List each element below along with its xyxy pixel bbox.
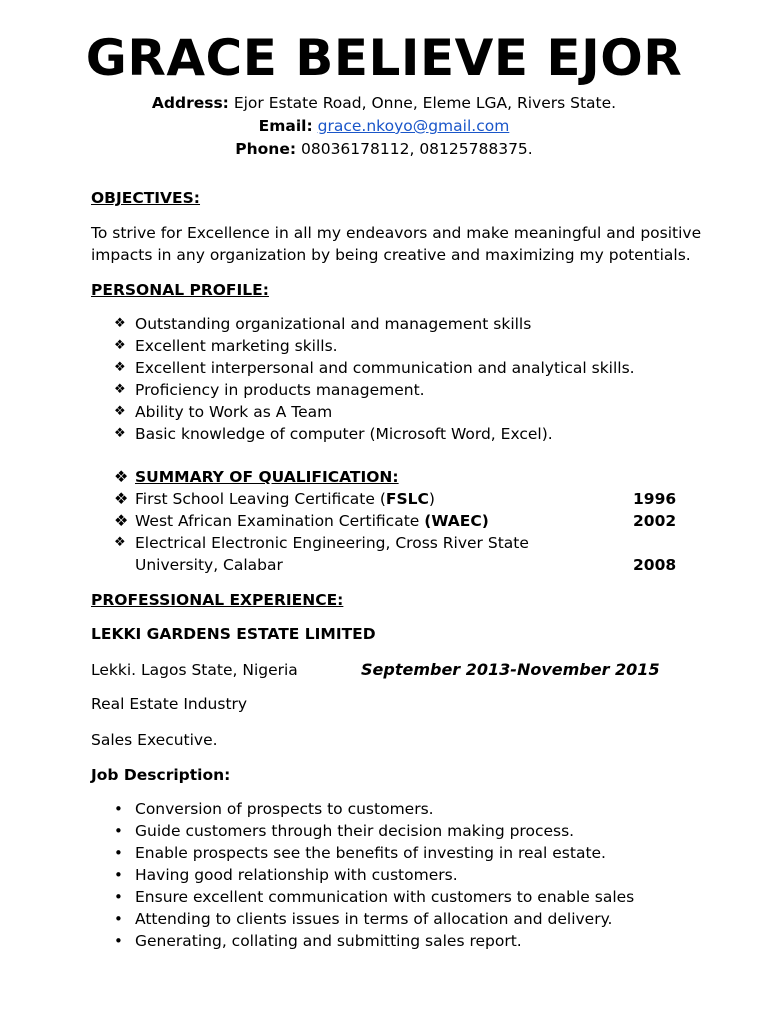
- list-item: [114, 335, 635, 357]
- list-item: [114, 886, 634, 908]
- list-item-text: Ensure excellent communication with customers to enable sales: [135, 888, 635, 906]
- bullet-dot-icon: •: [114, 866, 123, 884]
- qualification-text: First School Leaving Certificate (FSLC): [135, 490, 435, 508]
- list-item: [114, 488, 529, 510]
- diamond-bullet-icon: ❖: [114, 338, 126, 353]
- qualification-year: 2008: [633, 556, 677, 574]
- qualification-text: University, Calabar: [135, 556, 283, 574]
- qualification-text: West African Examination Certificate (WAEC): [135, 512, 489, 530]
- email-label: Email:: [258, 117, 313, 135]
- bullet-dot-icon: •: [114, 844, 123, 862]
- bullet-dot-icon: •: [114, 822, 123, 840]
- list-item: [114, 908, 634, 930]
- list-item-continuation: [114, 554, 529, 576]
- list-item: [114, 423, 635, 445]
- experience-heading: PROFESSIONAL EXPERIENCE:: [91, 591, 344, 609]
- qualification-year: 1996: [633, 490, 677, 508]
- list-item-text: Guide customers through their decision making process.: [135, 822, 575, 840]
- diamond-bullet-icon: ❖: [114, 316, 126, 331]
- list-item: [114, 864, 634, 886]
- diamond-bullet-icon: ❖: [114, 360, 126, 375]
- list-item: [114, 510, 529, 532]
- address-label: Address:: [151, 94, 229, 112]
- qualification-year: 2002: [633, 512, 677, 530]
- list-item-text: Generating, collating and submitting sales report.: [135, 932, 522, 950]
- email-line: [0, 115, 768, 137]
- bullet-dot-icon: •: [114, 888, 123, 906]
- diamond-bullet-icon: ❖: [114, 467, 129, 486]
- diamond-bullet-icon: ❖: [114, 489, 129, 508]
- diamond-bullet-icon: ❖: [114, 426, 126, 441]
- list-item-text: Having good relationship with customers.: [135, 866, 458, 884]
- list-item-text: Ability to Work as A Team: [135, 403, 333, 421]
- company-name: LEKKI GARDENS ESTATE LIMITED: [91, 625, 376, 643]
- job-location: Lekki. Lagos State, Nigeria: [91, 661, 298, 679]
- personal-profile-heading: PERSONAL PROFILE:: [91, 281, 269, 299]
- email-link[interactable]: grace.nkoyo@gmail.com: [317, 117, 510, 135]
- diamond-bullet-icon: ❖: [114, 404, 126, 419]
- list-item: [114, 313, 635, 335]
- list-item-text: Proficiency in products management.: [135, 381, 425, 399]
- address-line: [0, 92, 768, 114]
- qualification-text: Electrical Electronic Engineering, Cross River State: [135, 534, 529, 552]
- address-value: Ejor Estate Road, Onne, Eleme LGA, Rivers State.: [233, 94, 617, 112]
- job-role: Sales Executive.: [91, 731, 218, 749]
- duties-list: [114, 798, 634, 952]
- phone-label: Phone:: [235, 140, 297, 158]
- list-item: [114, 401, 635, 423]
- list-item: [114, 798, 634, 820]
- list-item: [114, 532, 529, 554]
- qualification-list: [114, 466, 529, 576]
- list-item-text: Enable prospects see the benefits of investing in real estate.: [135, 844, 606, 862]
- diamond-bullet-icon: ❖: [114, 511, 129, 530]
- job-description-heading: Job Description:: [91, 766, 231, 784]
- list-item: [114, 930, 634, 952]
- list-item: [114, 357, 635, 379]
- resume-name: GRACE BELIEVE EJOR: [85, 29, 683, 87]
- job-dates: September 2013-November 2015: [361, 660, 660, 679]
- list-item-text: Conversion of prospects to customers.: [135, 800, 434, 818]
- qualification-heading-item: [114, 466, 529, 488]
- bullet-dot-icon: •: [114, 932, 123, 950]
- personal-profile-list: [114, 313, 635, 445]
- list-item: [114, 842, 634, 864]
- list-item: [114, 820, 634, 842]
- list-item-text: Attending to clients issues in terms of allocation and delivery.: [135, 910, 613, 928]
- list-item: [114, 379, 635, 401]
- diamond-bullet-icon: ❖: [114, 535, 126, 550]
- qualification-heading: SUMMARY OF QUALIFICATION:: [135, 468, 399, 486]
- list-item-text: Excellent interpersonal and communication and analytical skills.: [135, 359, 635, 377]
- bullet-dot-icon: •: [114, 910, 123, 928]
- diamond-bullet-icon: ❖: [114, 382, 126, 397]
- objectives-heading: OBJECTIVES:: [91, 189, 201, 207]
- phone-value: 08036178112, 08125788375.: [300, 140, 533, 158]
- list-item-text: Basic knowledge of computer (Microsoft Word, Excel).: [135, 425, 553, 443]
- bullet-dot-icon: •: [114, 800, 123, 818]
- list-item-text: Excellent marketing skills.: [135, 337, 338, 355]
- objectives-text: To strive for Excellence in all my endeavors and make meaningful and positive impacts in any organization by being creative and maximizing my potentials.: [91, 224, 702, 264]
- job-industry: Real Estate Industry: [91, 695, 248, 713]
- list-item-text: Outstanding organizational and management skills: [135, 315, 532, 333]
- phone-line: [0, 138, 768, 160]
